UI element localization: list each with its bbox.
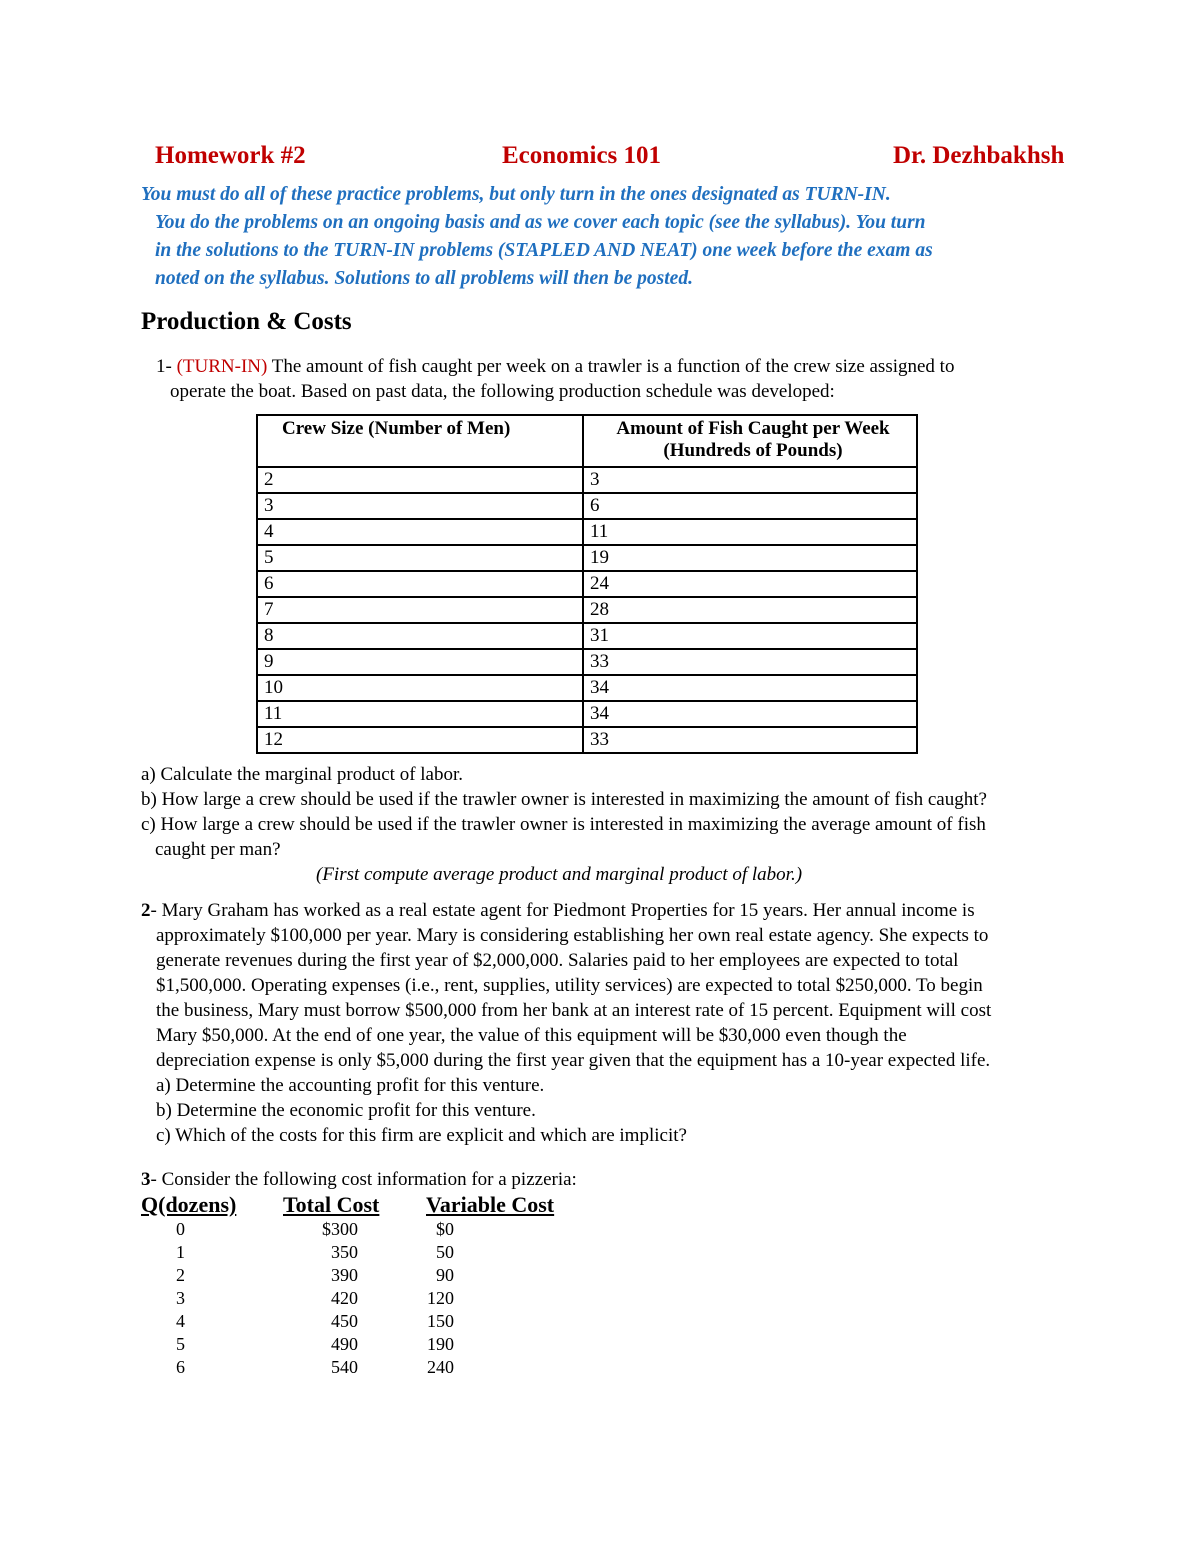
instructions-line-4: noted on the syllabus. Solutions to all problems will then be posted. <box>155 268 693 289</box>
fish-cell: 34 <box>583 675 917 701</box>
instructions-line-1: You must do all of these practice problems, but only turn in the ones designated as TURN-IN. <box>141 184 891 205</box>
crew-cell: 12 <box>257 727 583 753</box>
crew-cell: 6 <box>257 571 583 597</box>
table-row <box>0 1242 600 1265</box>
fish-caught-header-line-1: Amount of Fish Caught per Week <box>616 418 890 439</box>
crew-cell: 11 <box>257 701 583 727</box>
cost-table <box>0 1219 600 1389</box>
table-row <box>257 571 917 597</box>
table-row <box>0 1357 600 1380</box>
q-cell: 5 <box>176 1334 185 1354</box>
table-row <box>257 701 917 727</box>
turn-in-tag: (TURN-IN) <box>176 356 268 377</box>
tc-cell: 490 <box>331 1334 358 1354</box>
table-row <box>0 1334 600 1357</box>
table-row <box>257 519 917 545</box>
instructions <box>141 181 1131 293</box>
table-row <box>257 545 917 571</box>
fish-cell: 31 <box>583 623 917 649</box>
q-cell: 2 <box>176 1265 185 1285</box>
q-cell: 0 <box>176 1219 185 1239</box>
vc-cell: 150 <box>427 1311 454 1331</box>
problem-2-number: 2 <box>141 900 151 921</box>
table-row <box>0 1265 600 1288</box>
vc-cell: 50 <box>436 1242 454 1262</box>
tc-cell: 540 <box>331 1357 358 1377</box>
table-row <box>257 467 917 493</box>
vc-cell: 240 <box>427 1357 454 1377</box>
section-title: Production & Costs <box>141 308 352 335</box>
total-cost-header: Total Cost <box>283 1192 380 1217</box>
table-row <box>257 493 917 519</box>
q-cell: 1 <box>176 1242 185 1262</box>
crew-cell: 9 <box>257 649 583 675</box>
crew-cell: 4 <box>257 519 583 545</box>
problem-1-number: 1- <box>156 356 177 377</box>
problem-2-line: approximately $100,000 per year. Mary is considering establishing her own real estate agency. She expects to <box>156 925 989 946</box>
fish-cell: 33 <box>583 649 917 675</box>
problem-3-number: 3 <box>141 1169 151 1190</box>
fish-cell: 3 <box>583 467 917 493</box>
table-row <box>257 675 917 701</box>
fish-cell: 33 <box>583 727 917 753</box>
problem-1-part-a: a) Calculate the marginal product of labor. <box>141 764 464 785</box>
fish-cell: 6 <box>583 493 917 519</box>
table-row <box>0 1311 600 1334</box>
variable-cost-header: Variable Cost <box>426 1192 555 1217</box>
q-cell: 4 <box>176 1311 185 1331</box>
table-row <box>257 597 917 623</box>
problem-3-line-1 <box>141 1167 577 1192</box>
vc-cell: 90 <box>436 1265 454 1285</box>
problem-1-line-1 <box>156 354 954 379</box>
fish-cell: 34 <box>583 701 917 727</box>
fish-caught-header <box>583 415 917 467</box>
fish-cell: 11 <box>583 519 917 545</box>
crew-cell: 3 <box>257 493 583 519</box>
crew-size-header: Crew Size (Number of Men) <box>257 415 583 467</box>
crew-cell: 8 <box>257 623 583 649</box>
tc-cell: 350 <box>331 1242 358 1262</box>
problem-2-line: Mary $50,000. At the end of one year, the value of this equipment will be $30,000 even though the <box>156 1025 907 1046</box>
problem-2-part-b: b) Determine the economic profit for this venture. <box>156 1100 536 1121</box>
crew-cell: 7 <box>257 597 583 623</box>
problem-1-part-c-cont: caught per man? <box>155 839 281 860</box>
fish-cell: 24 <box>583 571 917 597</box>
tc-cell: 420 <box>331 1288 358 1308</box>
problem-1-hint: (First compute average product and marginal product of labor.) <box>316 864 803 885</box>
table-row <box>257 623 917 649</box>
tc-cell: 390 <box>331 1265 358 1285</box>
problem-2-line: the business, Mary must borrow $500,000 from her bank at an interest rate of 15 percent. Equipment will cost <box>156 1000 992 1021</box>
instructions-line-3: in the solutions to the TURN-IN problems (STAPLED AND NEAT) one week before the exam as <box>155 240 933 261</box>
fish-cell: 28 <box>583 597 917 623</box>
problem-1-part-b: b) How large a crew should be used if the trawler owner is interested in maximizing the amount of fish caught? <box>141 789 987 810</box>
homework-title: Homework #2 <box>155 142 306 169</box>
table-row <box>257 649 917 675</box>
table-row <box>0 1288 600 1311</box>
problem-2-part-a: a) Determine the accounting profit for this venture. <box>156 1075 545 1096</box>
q-cell: 3 <box>176 1288 185 1308</box>
problem-1-text: The amount of fish caught per week on a trawler is a function of the crew size assigned to <box>267 356 955 377</box>
problem-2-part-c: c) Which of the costs for this firm are explicit and which are implicit? <box>156 1125 687 1146</box>
instructions-line-2: You do the problems on an ongoing basis and as we cover each topic (see the syllabus). You turn <box>155 212 926 233</box>
problem-2-line: $1,500,000. Operating expenses (i.e., rent, supplies, utility services) are expected to total $250,000. To begin <box>156 975 983 996</box>
tc-cell: $300 <box>322 1219 358 1239</box>
tc-cell: 450 <box>331 1311 358 1331</box>
problem-1-line-2: operate the boat. Based on past data, the following production schedule was developed: <box>170 381 835 402</box>
problem-3-text: - Consider the following cost information for a pizzeria: <box>150 1169 577 1190</box>
crew-cell: 10 <box>257 675 583 701</box>
fish-caught-header-line-2: (Hundreds of Pounds) <box>663 440 843 461</box>
problem-2-text: - Mary Graham has worked as a real estate agent for Piedmont Properties for 15 years. Her annual income is <box>150 900 975 921</box>
problem-2-line: depreciation expense is only $5,000 during the first year given that the equipment has a 10-year expected life. <box>156 1050 991 1071</box>
table-row <box>257 727 917 753</box>
vc-cell: $0 <box>436 1219 454 1239</box>
table-header-row <box>257 415 917 467</box>
problem-1-part-c: c) How large a crew should be used if the trawler owner is interested in maximizing the average amount of fish <box>141 814 986 835</box>
instructor-name: Dr. Dezhbakhsh <box>893 142 1065 169</box>
crew-cell: 2 <box>257 467 583 493</box>
course-title: Economics 101 <box>502 142 662 169</box>
fish-cell: 19 <box>583 545 917 571</box>
problem-2-line-1 <box>141 898 975 923</box>
table-row <box>0 1219 600 1242</box>
production-schedule-table <box>256 414 918 754</box>
q-dozens-header: Q(dozens) <box>141 1192 237 1217</box>
vc-cell: 190 <box>427 1334 454 1354</box>
q-cell: 6 <box>176 1357 185 1377</box>
crew-cell: 5 <box>257 545 583 571</box>
problem-2-line: generate revenues during the first year of $2,000,000. Salaries paid to her employees are expected to total <box>156 950 959 971</box>
vc-cell: 120 <box>427 1288 454 1308</box>
